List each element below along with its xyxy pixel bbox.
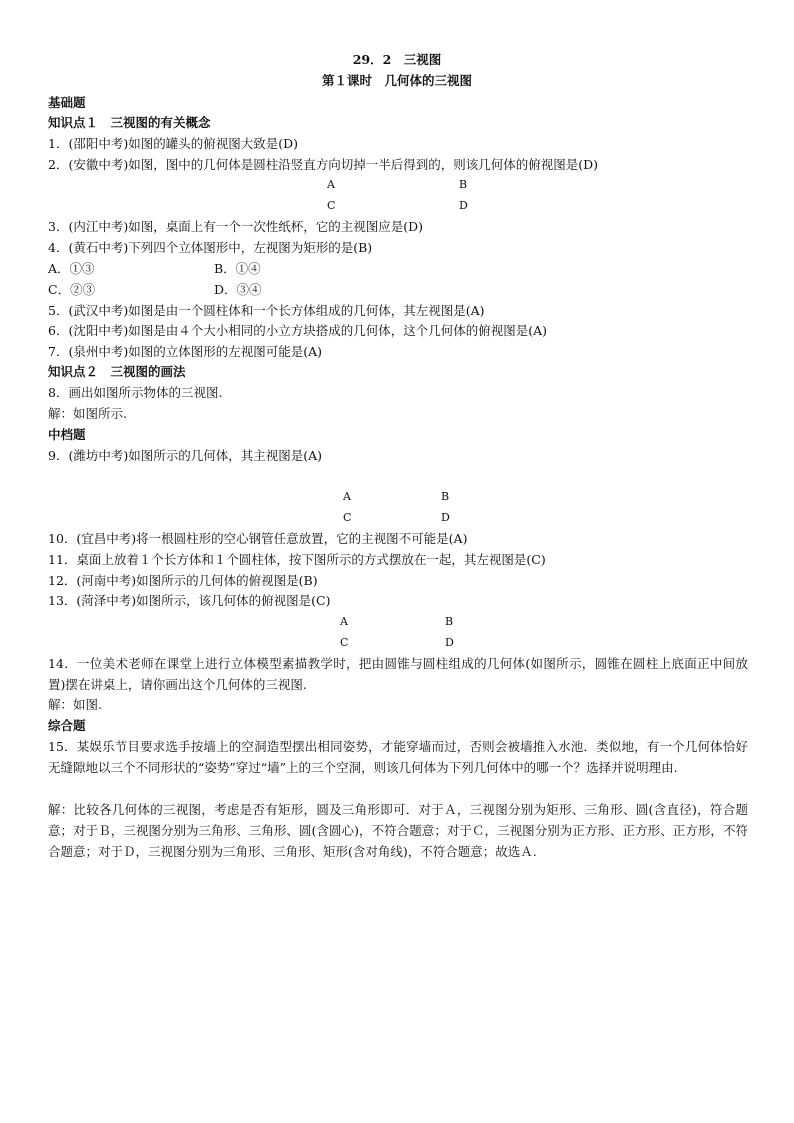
question-11: 11．桌面上放着１个长方体和１个圆柱体，按下图所示的方式摆放在一起，其左视图是(C) xyxy=(48,552,546,567)
question-15: 15．某娱乐节目要求选手按墙上的空洞造型摆出相同姿势，才能穿墙而过，否则会被墙推入水池．类似地，有一个几何体恰好无缝隙地以三个不同形状的“姿势”穿过“墙”上的三个空洞，则该几何体为下列几何体中的哪一个？选择并说明理由. xyxy=(48,739,748,775)
question-14-answer: 解：如图. xyxy=(48,697,102,712)
question-15-answer: 解：比较各几何体的三视图，考虑是否有矩形，圆及三角形即可．对于Ａ，三视图分别为矩形、三角形、圆(含直径)，符合题意；对于Ｂ，三视图分别为三角形、三角形、圆(含圆心)，不符合题意；对于Ｃ，三视图分别为正方形、正方形、正方形，不符合题意；对于Ｄ，三视图分别为三角形、三角形、矩形(含对角线)，不符合题意；故选Ａ. xyxy=(48,802,748,859)
question-9: 9．(潍坊中考)如图所示的几何体，其主视图是(A) xyxy=(48,448,322,463)
knowledge-point-2: 知识点２ 三视图的画法 xyxy=(48,364,186,379)
lesson-subtitle: 第１课时 几何体的三视图 xyxy=(321,73,472,88)
section-comprehensive: 综合题 xyxy=(48,718,86,733)
question-7: 7．(泉州中考)如图的立体图形的左视图可能是(A) xyxy=(48,344,322,359)
q4-choice-a: A．①③ xyxy=(48,261,95,276)
q9-option-d-label: D xyxy=(441,511,450,524)
question-13: 13．(菏泽中考)如图所示，该几何体的俯视图是(C) xyxy=(48,593,331,608)
question-8: 8．画出如图所示物体的三视图. xyxy=(48,385,223,400)
q2-option-b-label: B xyxy=(459,178,468,191)
q4-choice-b: B．①④ xyxy=(214,261,261,276)
question-2: 2．(安徽中考)如图，图中的几何体是圆柱沿竖直方向切掉一半后得到的，则该几何体的俯视图是(D) xyxy=(48,157,598,172)
q13-option-b-label: B xyxy=(445,615,454,628)
question-8-answer: 解：如图所示. xyxy=(48,406,127,421)
q13-option-d-label: D xyxy=(445,636,454,649)
q9-option-b-label: B xyxy=(441,490,450,503)
question-3: 3．(内江中考)如图，桌面上有一个一次性纸杯，它的主视图应是(D) xyxy=(48,219,423,234)
question-4: 4．(黄石中考)下列四个立体图形中，左视图为矩形的是(B) xyxy=(48,240,373,255)
question-12: 12．(河南中考)如图所示的几何体的俯视图是(B) xyxy=(48,573,318,588)
q9-option-c-label: C xyxy=(343,511,352,524)
q4-choice-c: C．②③ xyxy=(48,282,96,297)
section-medium: 中档题 xyxy=(48,427,86,442)
q9-option-a-label: A xyxy=(343,490,351,503)
q2-option-c-label: C xyxy=(327,199,336,212)
q2-option-a-label: A xyxy=(327,178,335,191)
question-1: 1．(邵阳中考)如图的罐头的俯视图大致是(D) xyxy=(48,136,298,151)
q2-option-d-label: D xyxy=(459,199,468,212)
section-basic: 基础题 xyxy=(48,95,86,110)
q4-choice-d: D．③④ xyxy=(214,282,262,297)
knowledge-point-1: 知识点１ 三视图的有关概念 xyxy=(48,115,211,130)
question-10: 10．(宜昌中考)将一根圆柱形的空心钢管任意放置，它的主视图不可能是(A) xyxy=(48,531,468,546)
question-14: 14．一位美术老师在课堂上进行立体模型素描教学时，把由圆锥与圆柱组成的几何体(如图所示，圆锥在圆柱上底面正中间放置)摆在讲桌上，请你画出这个几何体的三视图. xyxy=(48,656,748,692)
page-title: 29．2 三视图 xyxy=(352,52,442,67)
question-5: 5．(武汉中考)如图是由一个圆柱体和一个长方体组成的几何体，其左视图是(A) xyxy=(48,303,485,318)
q13-option-c-label: C xyxy=(340,636,349,649)
question-6: 6．(沈阳中考)如图是由４个大小相同的小立方块搭成的几何体，这个几何体的俯视图是(A) xyxy=(48,323,547,338)
q13-option-a-label: A xyxy=(340,615,348,628)
